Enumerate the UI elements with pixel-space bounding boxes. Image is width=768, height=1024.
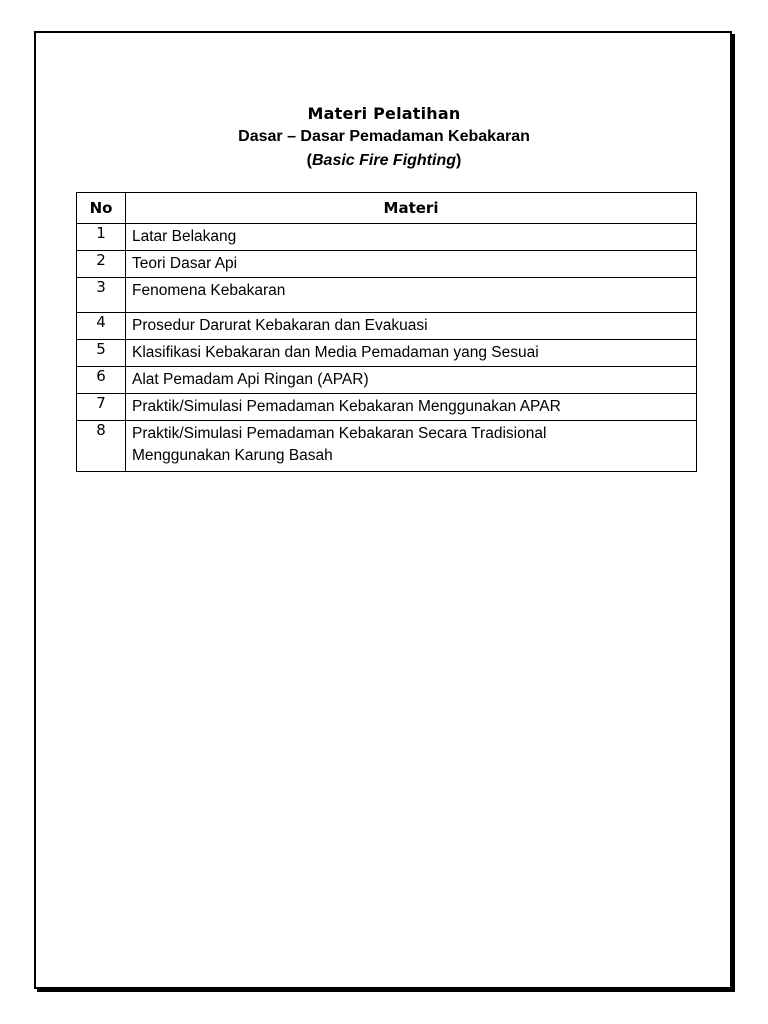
table-row (77, 313, 697, 340)
document-subtitle-english: (Basic Fire Fighting) (306, 152, 462, 169)
page-border (34, 31, 732, 989)
row-number: 7 (77, 394, 126, 421)
row-materi: Klasifikasi Kebakaran dan Media Pemadaman yang Sesuai (126, 340, 697, 367)
document-title: Materi Pelatihan (307, 104, 461, 123)
row-number: 1 (77, 224, 126, 251)
row-materi: Teori Dasar Api (126, 251, 697, 278)
table-row (77, 251, 697, 278)
row-materi: Prosedur Darurat Kebakaran dan Evakuasi (126, 313, 697, 340)
table-row (77, 394, 697, 421)
row-materi-line-2: Menggunakan Karung Basah (132, 447, 333, 464)
row-materi: Fenomena Kebakaran (126, 278, 697, 313)
row-number: 8 (77, 421, 126, 472)
table-row (77, 367, 697, 394)
materi-table (76, 192, 697, 472)
header-no: No (77, 193, 126, 224)
header-materi: Materi (126, 193, 697, 224)
row-number: 2 (77, 251, 126, 278)
table-row (77, 278, 697, 313)
table-row (77, 340, 697, 367)
row-number: 3 (77, 278, 126, 313)
document-subtitle: Dasar – Dasar Pemadaman Kebakaran (238, 128, 530, 145)
table-row (77, 421, 697, 472)
row-materi: Alat Pemadam Api Ringan (APAR) (126, 367, 697, 394)
row-number: 6 (77, 367, 126, 394)
table-row (77, 224, 697, 251)
table-header-row (77, 193, 697, 224)
row-materi: Praktik/Simulasi Pemadaman Kebakaran Menggunakan APAR (126, 394, 697, 421)
row-materi-line-1: Praktik/Simulasi Pemadaman Kebakaran Secara Tradisional (132, 425, 547, 442)
row-number: 4 (77, 313, 126, 340)
row-number: 5 (77, 340, 126, 367)
english-title: Basic Fire Fighting (311, 152, 456, 169)
row-materi (126, 421, 697, 472)
row-materi: Latar Belakang (126, 224, 697, 251)
